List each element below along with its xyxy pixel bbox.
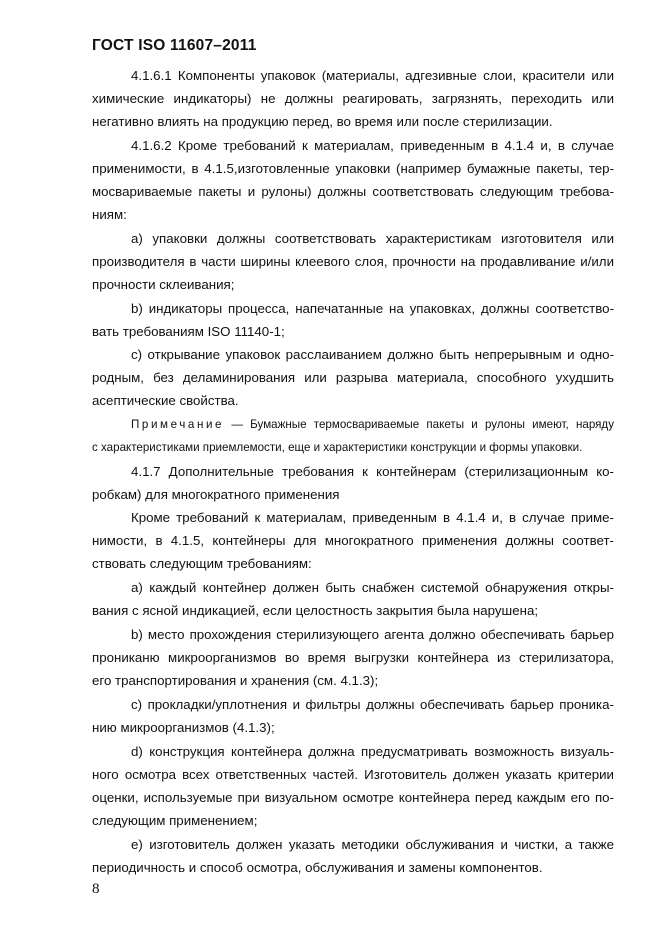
note-line: [131, 417, 614, 433]
text-line: 4.1.6.2 Кроме требований к материалам, приведенным в 4.1.4 и, в случае: [131, 138, 614, 153]
text-line: c) открывание упаковок расслаиванием должно быть непрерывным и одно-: [131, 347, 614, 362]
text-line: b) место прохождения стерилизующего агента должно обеспечивать барьер: [131, 627, 614, 642]
text-line: 4.1.7 Дополнительные требования к контейнерам (стерилизационным ко-: [131, 464, 614, 479]
text-line: a) упаковки должны соответствовать характеристикам изготовителя или: [131, 231, 614, 246]
page-number: 8: [92, 881, 100, 897]
text-line: с характеристиками приемлемости, еще и характеристики конструкции и формы упаковки.: [92, 441, 583, 454]
text-line: периодичность и способ осмотра, обслуживания и замены компонентов.: [92, 860, 543, 875]
text-line: прониканю микроорганизмов во время выгрузки контейнера из стерилизатора,: [92, 650, 614, 665]
text-line: нию микроорганизмов (4.1.3);: [92, 720, 275, 735]
text-line: производителя в части ширины клеевого слоя, прочности на продавливание и/или: [92, 254, 614, 269]
text-line: ствовать следующим требованиям:: [92, 556, 312, 571]
text-line: вания с ясной индикацией, если целостность закрытия была нарушена;: [92, 603, 539, 618]
text-line: следующим применением;: [92, 813, 258, 828]
note-label: Примечание: [131, 418, 225, 431]
text-line: его транспортирования и хранения (см. 4.1.3);: [92, 673, 379, 688]
document-header-title: ГОСТ ISO 11607–2011: [92, 37, 257, 54]
text-line: нимости, в 4.1.5, контейнеры для многократного применения должны соответ-: [92, 533, 614, 548]
text-line: оценки, используемые при визуальном осмотре контейнера перед каждым его по-: [92, 790, 614, 805]
text-line: e) изготовитель должен указать методики обслуживания и чистки, а также: [131, 837, 614, 852]
text-line: c) прокладки/уплотнения и фильтры должны обеспечивать барьер проника-: [131, 697, 614, 712]
text-line: прочности склеивания;: [92, 277, 235, 292]
text-line: мосвариваемые пакеты и рулоны) должны соответствовать следующим требова-: [92, 184, 614, 199]
text-line: 4.1.6.1 Компоненты упаковок (материалы, адгезивные слои, красители или: [131, 68, 614, 83]
note-text: — Бумажные термосвариваемые пакеты и рулоны имеют, наряду: [224, 418, 614, 431]
text-line: ного осмотра всех ответственных частей. Изготовитель должен указать критерии: [92, 767, 614, 782]
text-line: химические индикаторы) не должны реагировать, загрязнять, переходить или: [92, 91, 614, 106]
text-line: асептические свойства.: [92, 393, 239, 408]
text-line: b) индикаторы процесса, напечатанные на упаковках, должны соответство-: [131, 301, 614, 316]
text-line: d) конструкция контейнера должна предусматривать возможность визуаль-: [131, 744, 614, 759]
text-line: негативно влиять на продукцию перед, во время или после стерилизации.: [92, 114, 553, 129]
text-line: Кроме требований к материалам, приведенным в 4.1.4 и, в случае приме-: [131, 510, 614, 525]
text-line: ниям:: [92, 207, 127, 222]
text-line: родным, без деламинирования или разрыва материала, способного ухудшить: [92, 370, 614, 385]
text-line: робкам) для многократного применения: [92, 487, 340, 502]
text-line: a) каждый контейнер должен быть снабжен системой обнаружения откры-: [131, 580, 614, 595]
text-line: применимости, в 4.1.5,изготовленные упаковки (например бумажные пакеты, тер-: [92, 161, 614, 176]
text-line: вать требованиям ISO 11140-1;: [92, 324, 285, 339]
